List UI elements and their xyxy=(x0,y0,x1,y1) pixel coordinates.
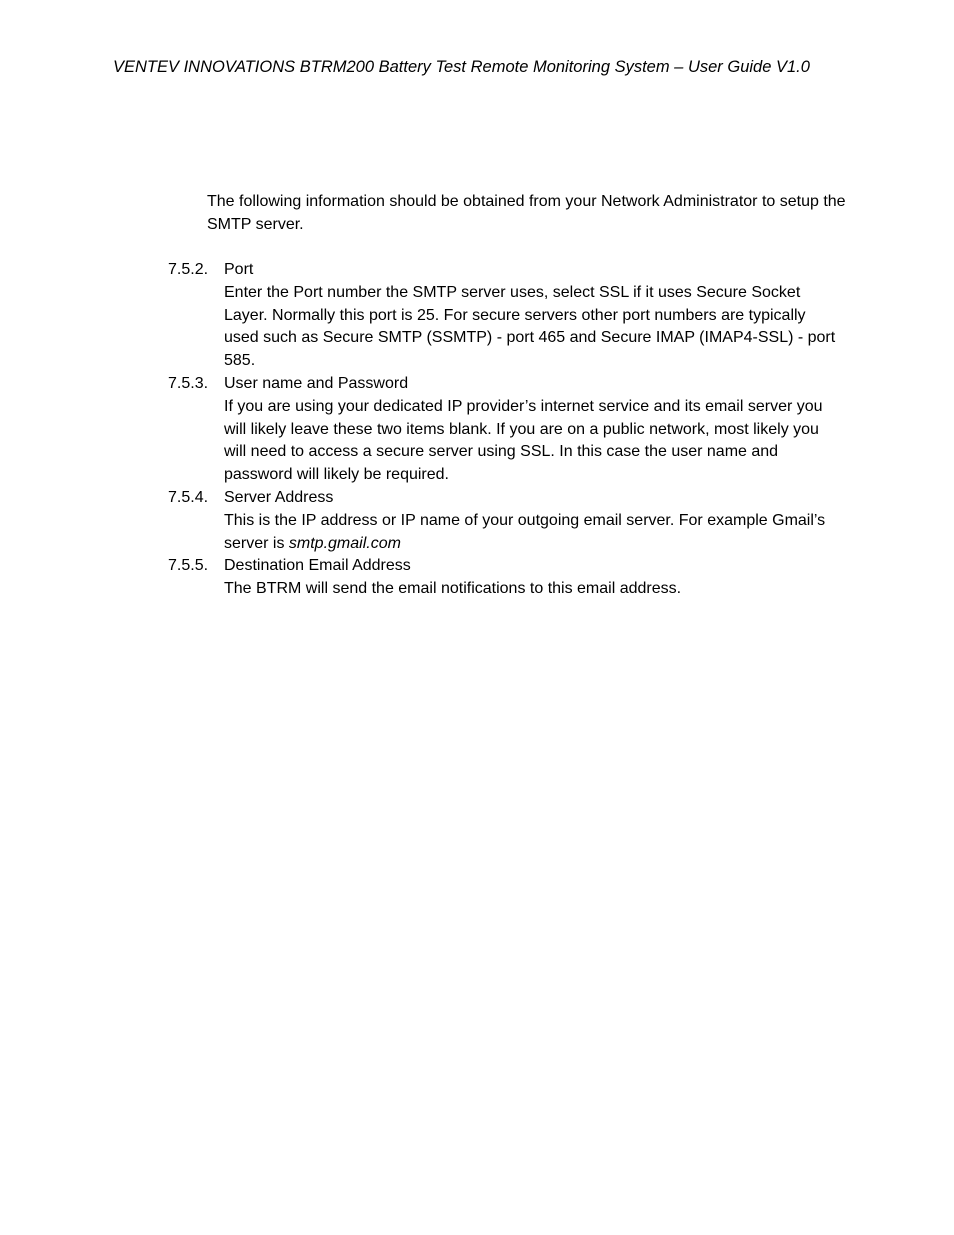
section-number: 7.5.3. xyxy=(168,374,209,392)
section-text xyxy=(224,510,844,556)
section-title: Server Address xyxy=(224,488,334,506)
section-number: 7.5.4. xyxy=(168,488,209,506)
section-text: The BTRM will send the email notifications to this email address. xyxy=(224,580,682,598)
intro-paragraph: The following information should be obtained from your Network Administrator to setup the SMTP server. xyxy=(207,193,846,233)
section-text-main: This is the IP address or IP name of your outgoing email server. For example Gmail’s server is xyxy=(224,511,826,552)
running-header: VENTEV INNOVATIONS BTRM200 Battery Test Remote Monitoring System – User Guide V1.0 xyxy=(113,58,810,76)
section-title: Port xyxy=(224,261,254,278)
section-user-name-password xyxy=(168,373,858,487)
section-body xyxy=(224,259,844,373)
section-number: 7.5.5. xyxy=(168,557,209,575)
section-list xyxy=(168,259,858,601)
section-destination-email xyxy=(168,555,858,601)
section-number: 7.5.2. xyxy=(168,261,209,278)
section-body xyxy=(224,373,844,487)
section-title: User name and Password xyxy=(224,374,409,392)
section-port xyxy=(168,259,858,373)
section-title: Destination Email Address xyxy=(224,557,411,575)
section-body xyxy=(224,487,844,555)
section-text: Enter the Port number the SMTP server uses, select SSL if it uses Secure Socket Layer. Normally this port is 25. For secure servers other port numbers are typically used such as Secure SMTP (SSMTP) - port 465 and Secure IMAP (IMAP4-SSL) - port 585. xyxy=(224,283,836,370)
section-text: If you are using your dedicated IP provider’s internet service and its email server you will likely leave these two items blank. If you are on a public network, most likely you will need to access a secure server using SSL. In this case the user name and password will likely be required. xyxy=(224,397,823,484)
section-body xyxy=(224,555,844,601)
section-server-address xyxy=(168,487,858,555)
smtp-example-text: smtp.gmail.com xyxy=(288,534,401,552)
